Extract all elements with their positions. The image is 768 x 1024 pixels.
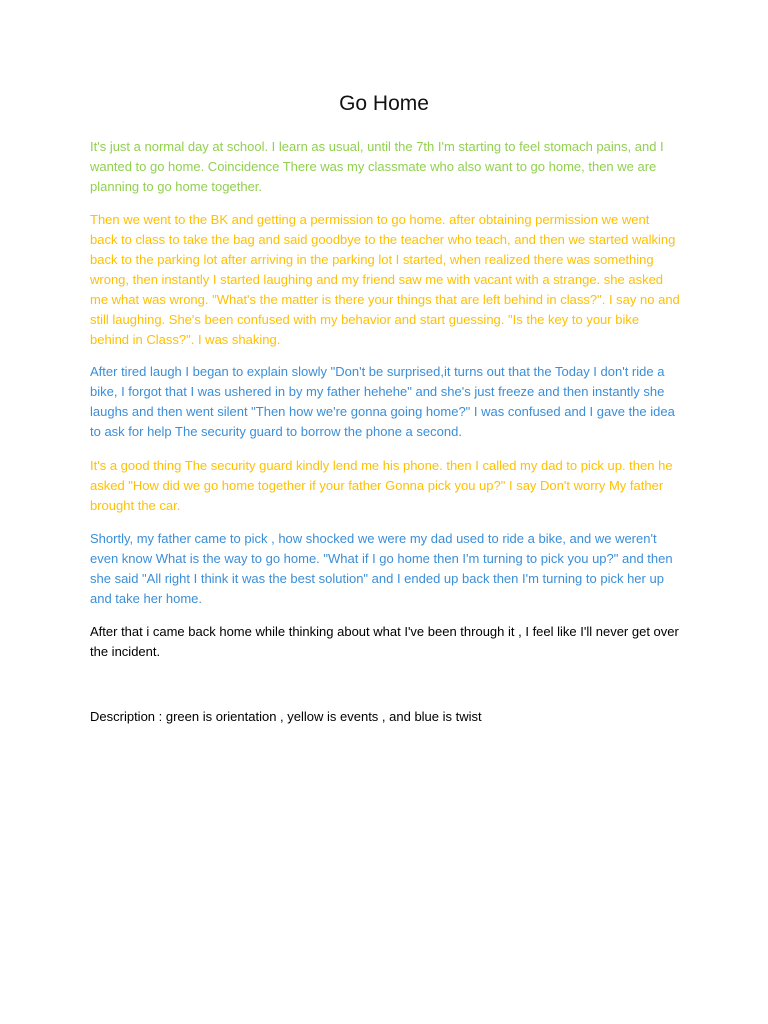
document-title: Go Home: [339, 92, 429, 115]
paragraph-twist-2: Shortly, my father came to pick , how shocked we were my dad used to ride a bike, and we weren't even know What is the way to go home. "What if I go home then I'm turning to pick you up?" and then she said "All right I think it was the best solution" and I ended up back then I'm turning to pick her up and take her home.: [90, 531, 673, 606]
color-description: Description : green is orientation , yellow is events , and blue is twist: [90, 709, 482, 724]
paragraph-events-1: Then we went to the BK and getting a permission to go home. after obtaining permission we went back to class to take the bag and said goodbye to the teacher who teach, and then we started walking back to the parking lot after arriving in the parking lot I started, when realized there was something wrong, then instantly I started laughing and my friend saw me with vacant with a strange. she asked me what was wrong. "What's the matter is there your things that are left behind in class?". I say no and still laughing. She's been confused with my behavior and start guessing. "Is the key to your bike behind in Class?". I was shaking.: [90, 212, 680, 347]
paragraph-twist-1: After tired laugh I began to explain slowly "Don't be surprised,it turns out that the Today I don't ride a bike, I forgot that I was ushered in by my father hehehe" and she's just freeze and then instantly she laughs and then went silent "Then how we're gonna going home?" I was confused and I gave the idea to ask for help The security guard to borrow the phone a second.: [90, 364, 675, 439]
paragraph-events-2: It's a good thing The security guard kindly lend me his phone. then I called my dad to pick up. then he asked "How did we go home together if your father Gonna pick you up?" I say Don't worry My father brought the car.: [90, 458, 673, 513]
paragraph-orientation: It's just a normal day at school. I learn as usual, until the 7th I'm starting to feel stomach pains, and I wanted to go home. Coincidence There was my classmate who also want to go home, then we are planning to go home together.: [90, 139, 664, 194]
paragraph-conclusion: After that i came back home while thinking about what I've been through it , I feel like I'll never get over the incident.: [90, 624, 679, 659]
